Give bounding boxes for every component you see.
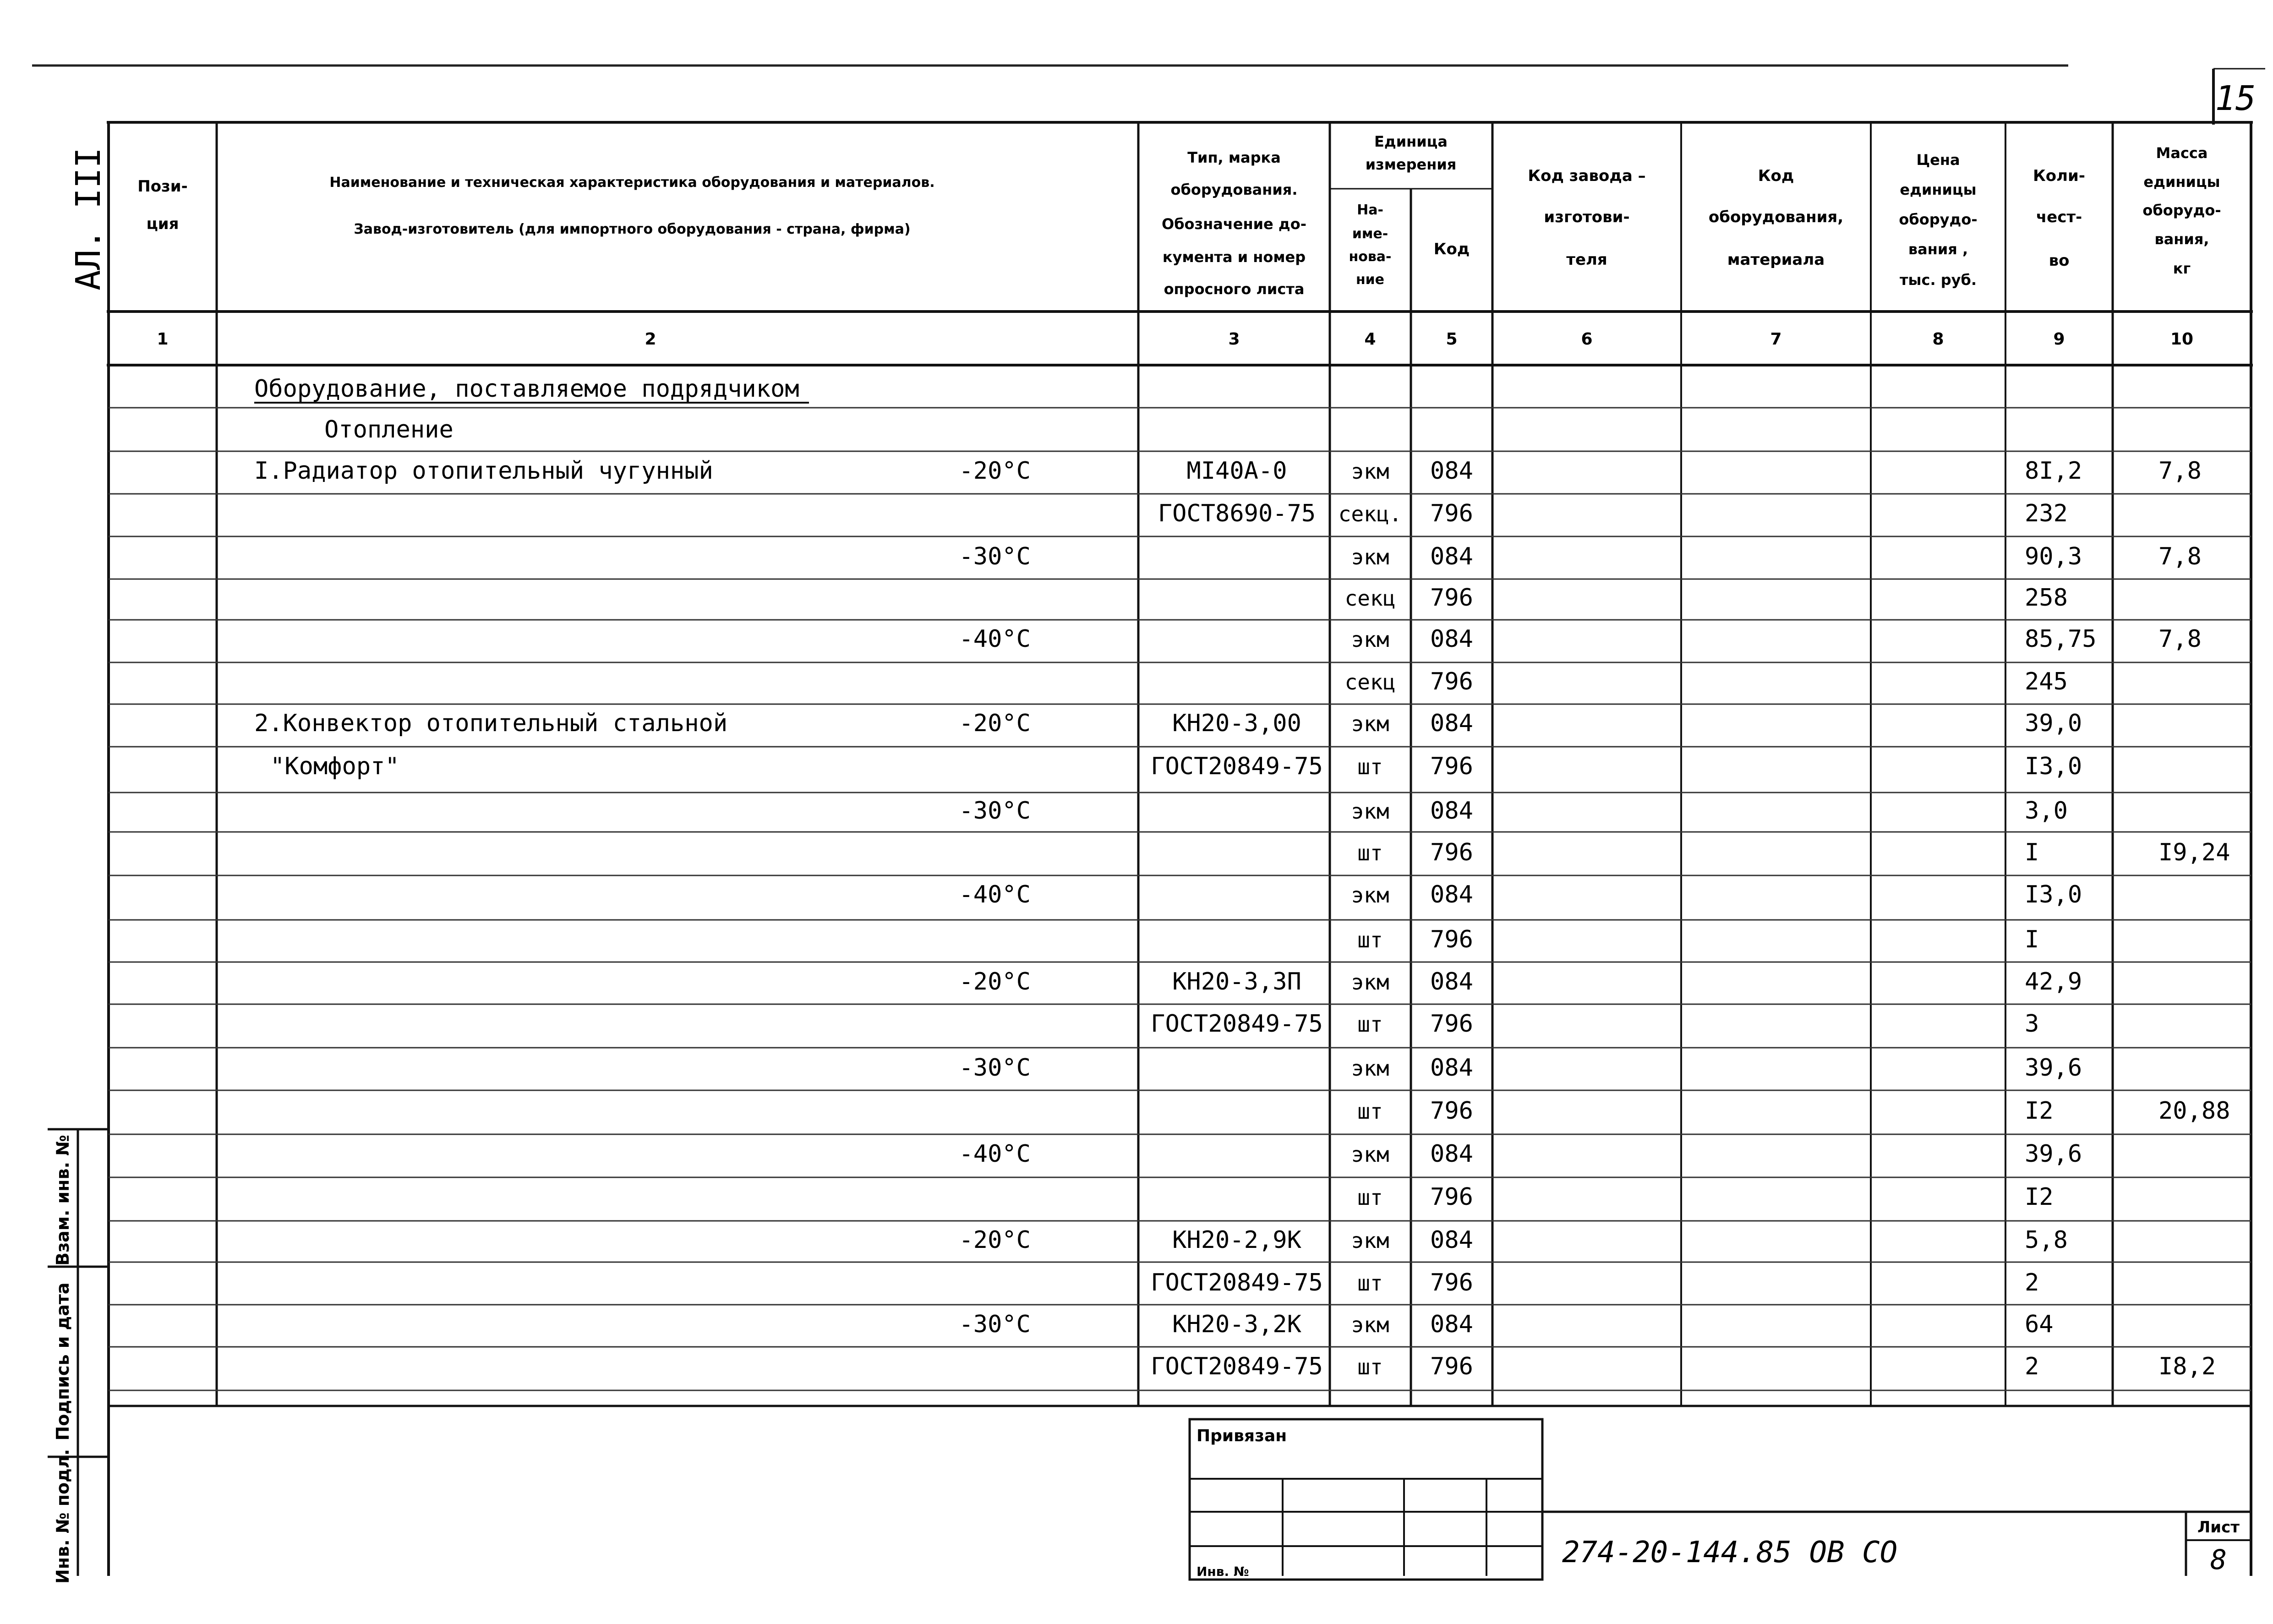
- cell-name: 2.Конвектор отопительный стальной: [254, 710, 728, 737]
- side-label-inv-podl: Инв. № подл.: [53, 1449, 73, 1584]
- cell-qty: 232: [2025, 500, 2068, 527]
- cell-code: 084: [1430, 625, 1473, 653]
- cell-unit: шт: [1357, 1271, 1383, 1296]
- header-plant-code-line2: изготови-: [1544, 208, 1630, 226]
- header-name-line2: Завод-изготовитель (для импортного оборудования - страна, фирма): [354, 221, 911, 237]
- corner-number: 15: [2215, 79, 2256, 118]
- header-position-line1: Пози-: [137, 177, 188, 196]
- cell-qty: 39,6: [2025, 1054, 2082, 1082]
- cell-temp: -40°C: [959, 881, 1031, 908]
- cell-qty: I3,0: [2025, 881, 2082, 908]
- cell-qty: I: [2025, 839, 2039, 866]
- cell-mass: 20,88: [2158, 1097, 2230, 1125]
- header-type-line5: опросного листа: [1164, 280, 1305, 298]
- cell-code: 796: [1430, 1353, 1473, 1380]
- header-name-line1: Наименование и техническая характеристика оборудования и материалов.: [329, 175, 935, 191]
- header-mass-line5: кг: [2173, 260, 2191, 277]
- stamp-sheet-label: Лист: [2197, 1518, 2240, 1537]
- cell-unit: секц: [1344, 586, 1396, 611]
- cell-code: 796: [1430, 668, 1473, 695]
- cell-qty: I3,0: [2025, 753, 2082, 780]
- cell-type: КН20-3,00: [1172, 710, 1301, 737]
- cell-temp: -30°C: [959, 1054, 1031, 1082]
- cell-temp: -20°C: [959, 1226, 1031, 1254]
- cell-code: 084: [1430, 1140, 1473, 1168]
- cell-qty: I: [2025, 926, 2039, 953]
- stamp-privyazan: Привязан: [1197, 1427, 1287, 1445]
- header-price-line2: единицы: [1900, 181, 1977, 198]
- cell-code: 796: [1430, 1097, 1473, 1125]
- cell-unit: экм: [1351, 545, 1389, 569]
- column-number-8: 8: [1932, 330, 1944, 349]
- album-label: АЛ. III: [69, 148, 108, 290]
- cell-mass: 7,8: [2158, 625, 2202, 653]
- header-price-line5: тыс. руб.: [1899, 271, 1977, 289]
- header-price-line1: Цена: [1916, 151, 1960, 169]
- cell-type: ГОСТ20849-75: [1151, 1010, 1323, 1038]
- cell-type: ГОСТ20849-75: [1151, 1269, 1323, 1296]
- cell-temp: -30°C: [959, 1311, 1031, 1338]
- cell-unit: экм: [1351, 1142, 1389, 1167]
- cell-unit: экм: [1351, 1228, 1389, 1253]
- header-position-line2: ция: [146, 215, 179, 233]
- cell-temp: -40°C: [959, 1140, 1031, 1168]
- cell-code: 084: [1430, 543, 1473, 570]
- cell-unit: экм: [1351, 883, 1389, 908]
- side-label-podpis: Подпись и дата: [53, 1282, 73, 1441]
- cell-code: 084: [1430, 881, 1473, 908]
- column-number-3: 3: [1228, 330, 1240, 349]
- cell-unit: шт: [1357, 755, 1383, 779]
- header-unit-code: Код: [1433, 240, 1470, 258]
- cell-unit: экм: [1351, 711, 1389, 736]
- header-qty-line2: чест-: [2036, 208, 2082, 226]
- header-price-line3: оборудо-: [1899, 211, 1978, 228]
- cell-unit: шт: [1357, 1099, 1383, 1124]
- cell-type: КН20-2,9К: [1172, 1226, 1301, 1254]
- header-qty-line3: во: [2049, 252, 2070, 270]
- cell-unit: экм: [1351, 627, 1389, 652]
- subsection-title: Отопление: [324, 416, 454, 443]
- cell-code: 796: [1430, 584, 1473, 612]
- cell-qty: 2: [2025, 1269, 2039, 1296]
- cell-unit: экм: [1351, 1312, 1389, 1337]
- column-number-6: 6: [1581, 330, 1593, 349]
- cell-qty: 42,9: [2025, 968, 2082, 995]
- header-mass-line2: единицы: [2143, 173, 2220, 191]
- cell-unit: шт: [1357, 1012, 1383, 1037]
- cell-qty: 90,3: [2025, 543, 2082, 570]
- column-number-9: 9: [2053, 330, 2065, 349]
- header-unit-name-line4: ние: [1355, 272, 1385, 288]
- cell-type: КН20-3,2К: [1172, 1311, 1301, 1338]
- header-type-line2: оборудования.: [1170, 181, 1298, 198]
- column-number-10: 10: [2170, 330, 2194, 349]
- cell-qty: 85,75: [2025, 625, 2097, 653]
- section-title: Оборудование, поставляемое подрядчиком: [254, 375, 799, 403]
- cell-unit: экм: [1351, 799, 1389, 824]
- cell-mass: 7,8: [2158, 457, 2202, 485]
- cell-qty: 39,6: [2025, 1140, 2082, 1168]
- cell-unit: экм: [1351, 970, 1389, 995]
- cell-code: 796: [1430, 500, 1473, 527]
- cell-code: 796: [1430, 1010, 1473, 1038]
- header-equipment-code-line2: оборудования,: [1708, 208, 1844, 226]
- cell-unit: шт: [1357, 1185, 1383, 1210]
- cell-type: ГОСТ8690-75: [1158, 500, 1316, 527]
- column-number-5: 5: [1446, 330, 1458, 349]
- stamp-sheet-number: 8: [2210, 1544, 2227, 1576]
- cell-temp: -20°C: [959, 710, 1031, 737]
- header-plant-code-line1: Код завода –: [1528, 167, 1646, 185]
- cell-unit: экм: [1351, 459, 1389, 484]
- header-price-line4: вания ,: [1908, 241, 1968, 258]
- cell-code: 084: [1430, 797, 1473, 825]
- header-equipment-code-line1: Код: [1758, 167, 1794, 185]
- cell-qty: 39,0: [2025, 710, 2082, 737]
- cell-code: 796: [1430, 839, 1473, 866]
- cell-code: 796: [1430, 1269, 1473, 1296]
- cell-qty: 2: [2025, 1353, 2039, 1380]
- header-mass-line1: Масса: [2156, 144, 2208, 162]
- header-unit-name-line3: нова-: [1349, 249, 1392, 265]
- header-unit-group-line1: Единица: [1374, 133, 1448, 150]
- stamp-inv-no: Инв. №: [1197, 1564, 1249, 1579]
- header-type-line1: Тип, марка: [1187, 149, 1281, 166]
- header-unit-name-line1: На-: [1357, 202, 1383, 218]
- cell-type: КН20-3,3П: [1172, 968, 1301, 995]
- cell-unit: секц: [1344, 670, 1396, 694]
- cell-code: 084: [1430, 968, 1473, 995]
- header-qty-line1: Коли-: [2033, 167, 2085, 185]
- cell-name: "Комфорт": [270, 753, 399, 780]
- cell-code: 084: [1430, 457, 1473, 485]
- cell-mass: I8,2: [2158, 1353, 2216, 1380]
- cell-unit: шт: [1357, 928, 1383, 952]
- cell-qty: 5,8: [2025, 1226, 2068, 1254]
- cell-qty: I2: [2025, 1097, 2054, 1125]
- cell-code: 796: [1430, 753, 1473, 780]
- header-equipment-code-line3: материала: [1727, 251, 1825, 269]
- cell-qty: 258: [2025, 584, 2068, 612]
- cell-code: 796: [1430, 926, 1473, 953]
- cell-temp: -20°C: [959, 457, 1031, 485]
- cell-mass: I9,24: [2158, 839, 2230, 866]
- cell-qty: 245: [2025, 668, 2068, 695]
- cell-mass: 7,8: [2158, 543, 2202, 570]
- cell-unit: шт: [1357, 841, 1383, 865]
- cell-type: MI40A-0: [1186, 457, 1287, 485]
- column-number-2: 2: [645, 330, 656, 349]
- cell-code: 084: [1430, 1226, 1473, 1254]
- cell-code: 084: [1430, 1311, 1473, 1338]
- column-number-1: 1: [157, 330, 169, 349]
- document-code: 274-20-144.85 ОВ СО: [1562, 1536, 1898, 1569]
- cell-code: 796: [1430, 1183, 1473, 1211]
- cell-qty: I2: [2025, 1183, 2054, 1211]
- cell-unit: экм: [1351, 1056, 1389, 1081]
- cell-qty: 3: [2025, 1010, 2039, 1038]
- cell-temp: -30°C: [959, 543, 1031, 570]
- cell-code: 084: [1430, 1054, 1473, 1082]
- cell-qty: 8I,2: [2025, 457, 2082, 485]
- header-type-line4: кумента и номер: [1162, 248, 1306, 266]
- cell-name: I.Радиатор отопительный чугунный: [254, 457, 713, 485]
- header-unit-group-line2: измерения: [1365, 156, 1457, 173]
- column-number-4: 4: [1364, 330, 1376, 349]
- cell-code: 084: [1430, 710, 1473, 737]
- cell-qty: 3,0: [2025, 797, 2068, 825]
- header-type-line3: Обозначение до-: [1162, 215, 1306, 233]
- header-unit-name-line2: име-: [1352, 226, 1388, 242]
- cell-temp: -20°C: [959, 968, 1031, 995]
- cell-qty: 64: [2025, 1311, 2054, 1338]
- cell-type: ГОСТ20849-75: [1151, 1353, 1323, 1380]
- column-number-7: 7: [1770, 330, 1782, 349]
- header-mass-line3: оборудо-: [2142, 202, 2221, 219]
- cell-type: ГОСТ20849-75: [1151, 753, 1323, 780]
- side-label-vzam: Взам. инв. №: [53, 1135, 73, 1266]
- cell-unit: шт: [1357, 1355, 1383, 1379]
- cell-unit: секц.: [1338, 502, 1402, 526]
- header-plant-code-line3: теля: [1566, 251, 1607, 269]
- header-mass-line4: вания,: [2154, 230, 2209, 248]
- cell-temp: -40°C: [959, 625, 1031, 653]
- cell-temp: -30°C: [959, 797, 1031, 825]
